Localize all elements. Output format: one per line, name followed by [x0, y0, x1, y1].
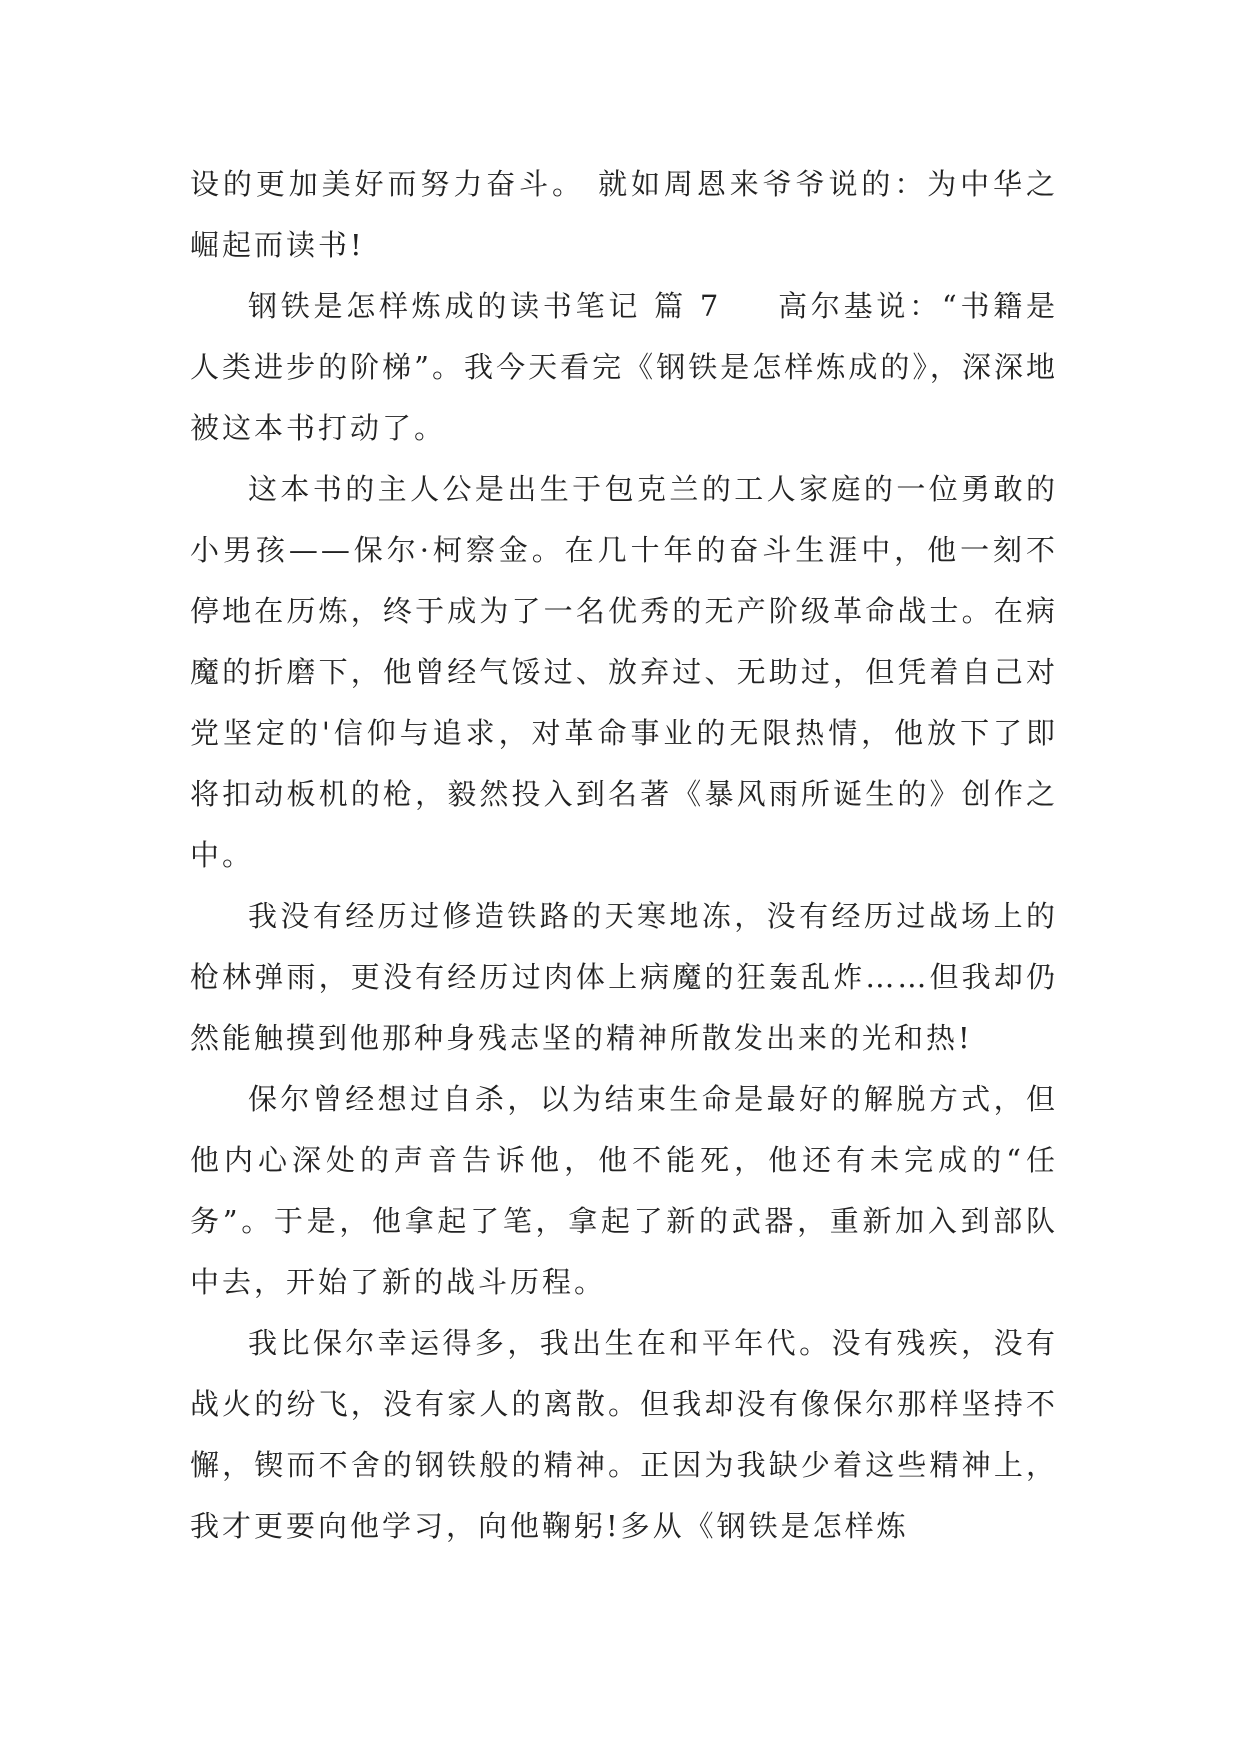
body-paragraph: 保尔曾经想过自杀，以为结束生命是最好的解脱方式，但他内心深处的声音告诉他，他不能死，他还有未完成的“任务”。于是，他拿起了笔，拿起了新的武器，重新加入到部队中去，开始了新的战斗历程。 [190, 1082, 1058, 1299]
continuation-paragraph: 设的更加美好而努力奋斗。 就如周恩来爷爷说的：为中华之崛起而读书! [190, 167, 1058, 262]
body-paragraph: 这本书的主人公是出生于包克兰的工人家庭的一位勇敢的小男孩——保尔·柯察金。在几十年的奋斗生涯中，他一刻不停地在历炼，终于成为了一名优秀的无产阶级革命战士。在病魔的折磨下，他曾经气馁过、放弃过、无助过，但凭着自己对党坚定的'信仰与追求，对革命事业的无限热情，他放下了即将扣动板机的枪，毅然投入到名著《暴风雨所诞生的》创作之中。 [190, 472, 1058, 872]
section-paragraph [190, 276, 1058, 459]
section-first-text: 高尔基说：“书籍是人类进步的阶梯”。我今天看完《钢铁是怎样炼成的》，深深地被这本书打动了。 [190, 289, 1059, 445]
body-paragraph: 我没有经历过修造铁路的天寒地冻，没有经历过战场上的枪林弹雨，更没有经历过肉体上病魔的狂轰乱炸……但我却仍然能触摸到他那种身残志坚的精神所散发出来的光和热! [190, 899, 1058, 1055]
body-paragraph: 我比保尔幸运得多，我出生在和平年代。没有残疾，没有战火的纷飞，没有家人的离散。但我却没有像保尔那样坚持不懈，锲而不舍的钢铁般的精神。正因为我缺少着这些精神上，我才更要向他学习，向他鞠躬!多从《钢铁是怎样炼 [190, 1326, 1058, 1543]
document-body [190, 154, 1058, 1557]
section-heading: 钢铁是怎样炼成的读书笔记 篇 7 [248, 289, 722, 323]
